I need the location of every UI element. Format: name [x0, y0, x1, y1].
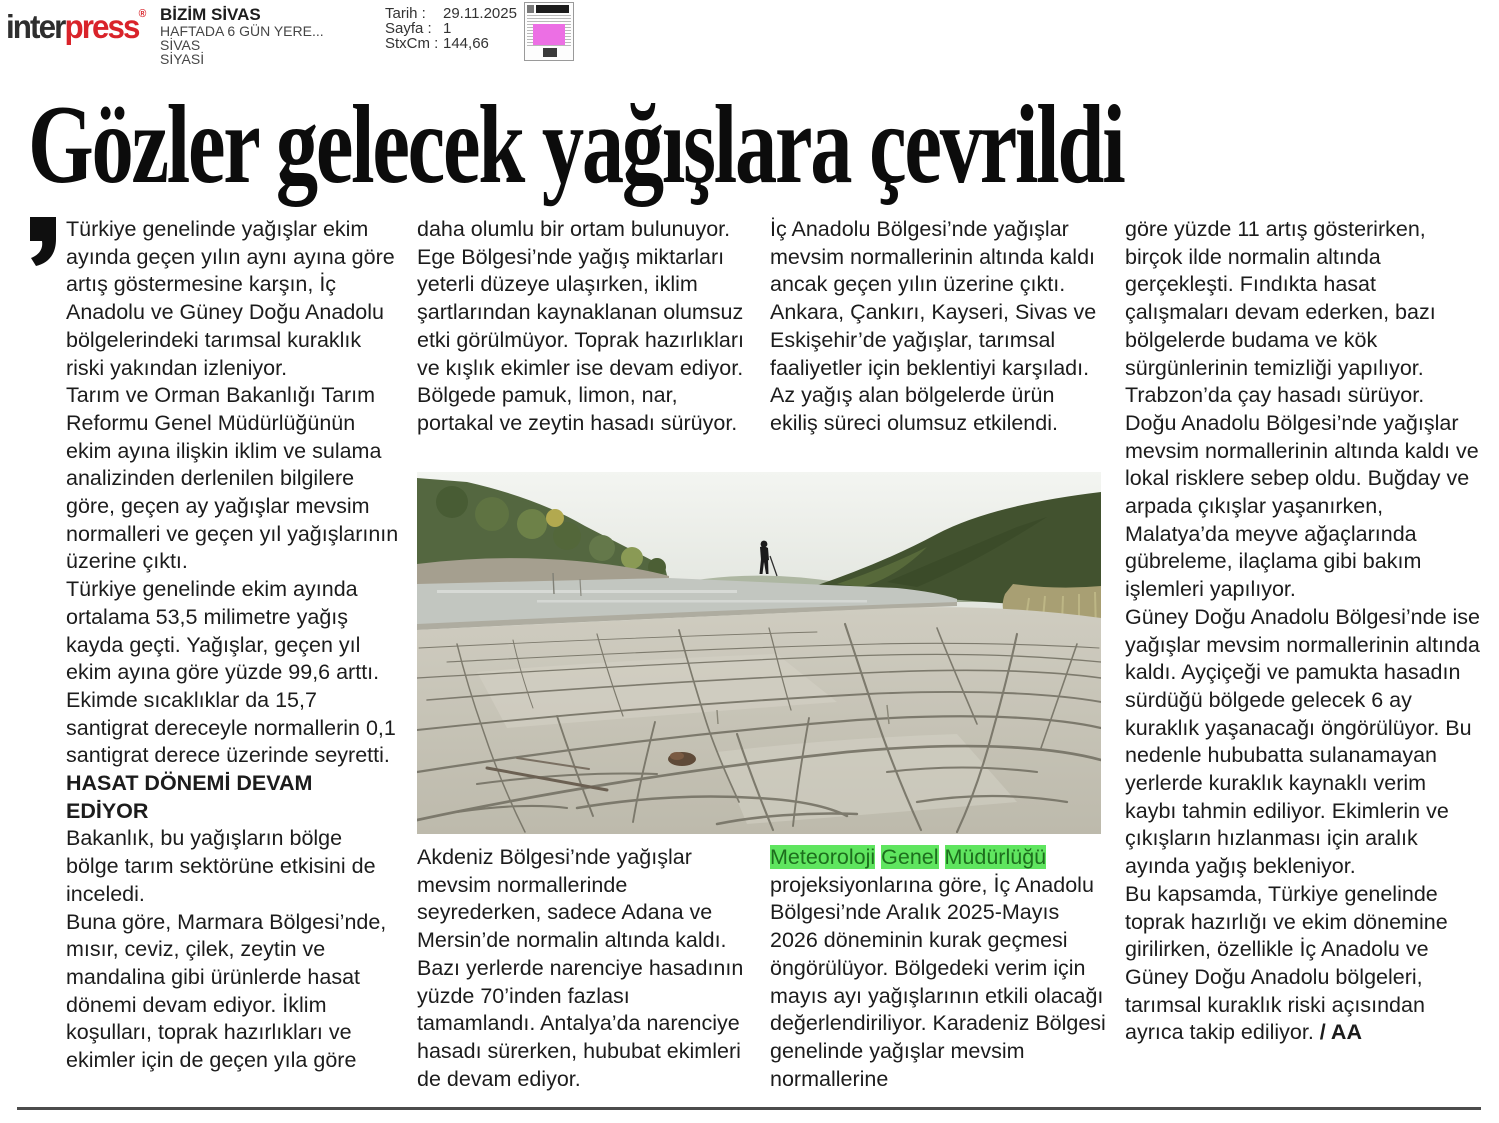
paragraph: [1125, 881, 1481, 1047]
paragraph: Buna göre, Marmara Bölgesi’nde, mısır, ceviz, çilek, zeytin ve mandalina gibi ürünlerde hasat dönemi devam ediyor. İklim koşulları, toprak hazırlıkları ve ekimler için de geçen yıla göre: [66, 909, 387, 1073]
meta-row-page: [385, 21, 517, 36]
article-photo: [417, 472, 1101, 834]
paragraph: Güney Doğu Anadolu Bölgesi’nde ise yağışlar mevsim normallerinin altında kaldı. Ayçiçeği ve pamukta hasadın sürdüğü bölgede gelecek 6 ay kuraklık yaşanacağı öngörülüyor. Bu nedenle hububatta sulanamayan yerlerde kuraklık kaynaklı verim kaybı tahmin ediliyor. Ekimlerin ve çıkışların hızlanması için aralık ayında yağış bekleniyor.: [1125, 604, 1481, 879]
agency-credit: / AA: [1319, 1020, 1362, 1045]
article-column-2-top: [417, 216, 751, 438]
highlighted-word: Genel: [881, 845, 939, 869]
source-name: BİZİM SİVAS: [160, 5, 261, 24]
article-column-2-bottom: [417, 844, 751, 1093]
paragraph: [770, 844, 1110, 1093]
paragraph: Bakanlık, bu yağışların bölge bölge tarım sektörüne etkisini de inceledi.: [66, 826, 376, 906]
article-column-3-bottom: [770, 844, 1110, 1093]
clipping-meta: [385, 6, 517, 51]
interpress-logo: [6, 8, 146, 46]
paragraph: Akdeniz Bölgesi’nde yağışlar mevsim normallerinde seyrederken, sadece Adana ve Mersin’de normalin altında kaldı. Bazı yerlerde narenciye hasadının yüzde 70’inden fazlası tamamlandı. Antalya’da narenciye hasadı sürerken, hububat ekimleri de devam ediyor.: [417, 845, 744, 1091]
meta-label-date: Tarih :: [385, 5, 426, 22]
paragraph-text: projeksiyonlarına göre, İç Anadolu Bölgesi’nde Aralık 2025-Mayıs 2026 döneminin kurak geçmesi öngörülüyor. Bölgedeki verim için mayıs ayı yağışlarının etkili olacağı değerlendiriliyor. Karadeniz Bölgesi genelinde yağışlar mevsim normallerine: [770, 872, 1106, 1091]
opening-quote-icon: [28, 215, 58, 267]
highlighted-word: Müdürlüğü: [944, 845, 1047, 869]
registered-mark: ®: [138, 8, 147, 20]
article-column-4: [1125, 216, 1481, 1047]
source-frequency: HAFTADA 6 GÜN YERE...: [160, 23, 324, 39]
bottom-rule: [17, 1107, 1481, 1110]
logo-press: press: [64, 8, 139, 45]
meta-row-date: [385, 6, 517, 21]
paragraph: daha olumlu bir ortam bulunuyor. Ege Bölgesi’nde yağış miktarları yeterli düzeye ulaşırken, iklim şartlarından kaynaklanan olumsuz etki görülmüyor. Toprak hazırlıkları ve kışlık ekimler ise devam ediyor. Bölgede pamuk, limon, nar, portakal ve zeytin hasadı sürüyor.: [417, 217, 745, 435]
thumbnail-masthead: [536, 5, 569, 13]
meta-label-stxcm: StxCm :: [385, 35, 439, 52]
drought-lakebed-illustration: [417, 472, 1101, 834]
paragraph: Türkiye genelinde ekim ayında ortalama 53,5 milimetre yağış kayda geçti. Yağışlar, geçen yıl ekim ayına göre yüzde 99,6 arttı. Ekimde sıcaklıklar da 15,7 santigrat dereceyle normallerin 0,1 santigrat derece üzerinde seyretti.: [66, 577, 396, 768]
logo-inter: inter: [6, 8, 65, 45]
article-column-1: [66, 216, 400, 1075]
source-city: SİVAS: [160, 37, 201, 53]
article-column-3-top: [770, 216, 1104, 438]
meta-value-page: 1: [443, 20, 452, 37]
highlighted-word: Meteoroloji: [770, 845, 876, 869]
source-category: SİYASİ: [160, 51, 205, 67]
newspaper-page-thumbnail[interactable]: [524, 2, 574, 61]
paragraph: İç Anadolu Bölgesi’nde yağışlar mevsim normallerinin altında kaldı ancak geçen yılın üzerine çıktı. Ankara, Çankırı, Kayseri, Sivas ve Eskişehir’de yağışlar, tarımsal faaliyetler için beklentiyi karşıladı. Az yağış alan bölgelerde ürün ekiliş süreci olumsuz etkilendi.: [770, 217, 1097, 435]
source-info: [160, 6, 324, 66]
meta-label-page: Sayfa :: [385, 20, 432, 37]
paragraph: Tarım ve Orman Bakanlığı Tarım Reformu Genel Müdürlüğünün ekim ayına ilişkin iklim ve sulama analizinden derlenilen bilgilere göre, geçen ay yağışlar mevsim normalleri ve geçen yıl yağışlarının üzerine çıktı.: [66, 383, 399, 574]
thumbnail-photo-block: [543, 48, 557, 57]
section-subhead: HASAT DÖNEMİ DEVAM EDİYOR: [66, 771, 313, 823]
article-headline: Gözler gelecek yağışlara çevrildi: [28, 83, 1124, 207]
meta-value-date: 29.11.2025: [443, 5, 517, 22]
thumbnail-logo-block: [527, 5, 534, 13]
meta-value-stxcm: 144,66: [443, 35, 489, 52]
meta-row-stxcm: [385, 36, 517, 51]
thumbnail-article-highlight: [533, 24, 565, 45]
paragraph-text: Bu kapsamda, Türkiye genelinde toprak hazırlığı ve ekim dönemine girilirken, özellikle İç Anadolu ve Güney Doğu Anadolu bölgeleri, tarımsal kuraklık riski açısından ayrıca takip ediliyor.: [1125, 881, 1448, 1045]
paragraph: göre yüzde 11 artış gösterirken, birçok ilde normalin altında gerçekleşti. Fındıkta hasat çalışmaları devam ederken, bazı bölgelerde budama ve kök sürgünlerinin temizliği yapılıyor. Trabzon’da çay hasadı sürüyor. Doğu Anadolu Bölgesi’nde yağışlar mevsim normallerinin altında kaldı ve lokal risklere sebep oldu. Buğday ve arpada çıkışlar yaşanırken, Malatya’da meyve ağaçlarında gübreleme, ilaçlama gibi bakım işlemleri yapılıyor.: [1125, 217, 1479, 602]
paragraph: Türkiye genelinde yağışlar ekim ayında geçen yılın aynı ayına göre artış göstermesine karşın, İç Anadolu ve Güney Doğu Anadolu bölgelerindeki tarımsal kuraklık riski yakından izleniyor.: [66, 217, 395, 380]
